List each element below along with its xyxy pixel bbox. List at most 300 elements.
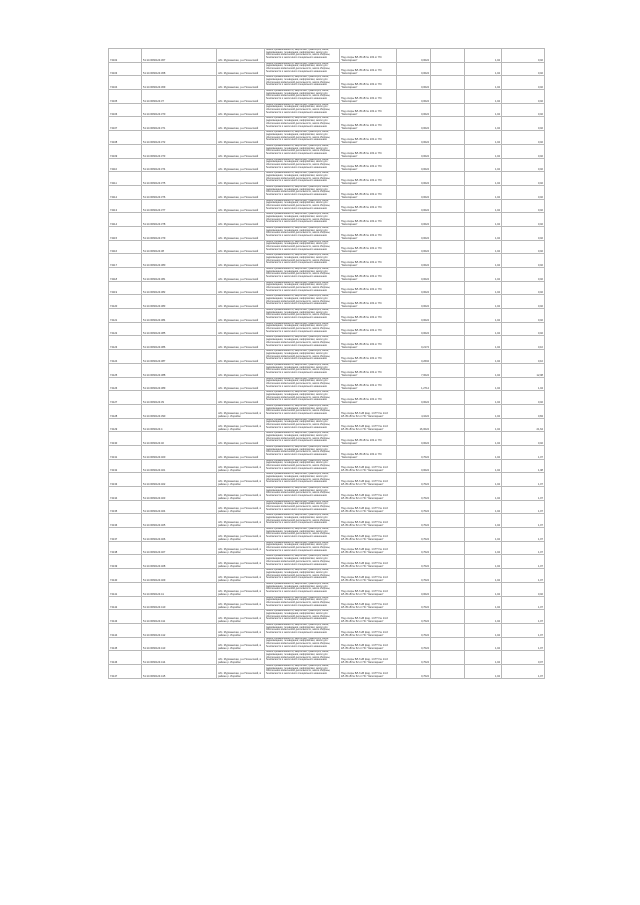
rate: 1,04	[465, 664, 502, 678]
land-category: Земли промышленности, энергетики, транспорта, связи, радиовещания, телевидения, информатики, земли для обеспечения космической деятельности, земли обороны, безопасности и земли иного специального назначения	[265, 117, 340, 131]
row-number: 74113	[109, 199, 142, 213]
empty-cell	[431, 459, 465, 473]
cadastral-number: 51:14:0060124:41	[142, 582, 217, 596]
land-category: Земли промышленности, энергетики, транспорта, связи, радиовещания, телевидения, информатики, земли для обеспечения космической деятельности, земли обороны, безопасности и земли иного специального назначения	[265, 445, 340, 459]
cadastral-number: 51:14:0060124:386	[142, 336, 217, 350]
area: 0,7024	[397, 487, 431, 501]
area: 0,7024	[397, 651, 431, 665]
tax: 0,02	[502, 199, 545, 213]
empty-cell	[431, 268, 465, 282]
cadastral-number: 51:14:0060124:408	[142, 555, 217, 569]
empty-cell	[431, 404, 465, 418]
rate: 1,04	[465, 336, 502, 350]
address: обл. Мурманская, р-н Печенгский	[217, 144, 265, 158]
table-row	[109, 254, 545, 268]
tax: 12,08	[502, 363, 545, 377]
cadastral-number: 51:14:0060124:373	[142, 144, 217, 158]
permitted-use: Под опоры ВЛ-35 кВ № 103 от ПС "Заполярная"	[340, 144, 397, 158]
rate: 1,04	[465, 144, 502, 158]
address: обл. Мурманская, р-н Печенгский, в районе р. Иорийок	[217, 514, 265, 528]
empty-cell	[431, 199, 465, 213]
land-category: Земли промышленности, энергетики, транспорта, связи, радиовещания, телевидения, информатики, земли для обеспечения космической деятельности, земли обороны, безопасности и земли иного специального назначения	[265, 377, 340, 391]
permitted-use: Под опоры ВЛ-6 кВ фид. 1 КТП № 14-6 КЛ-35 кВ № 52 от ПС "Заполярная"	[340, 555, 397, 569]
empty-cell	[431, 117, 465, 131]
row-number: 74118	[109, 268, 142, 282]
land-category: Земли промышленности, энергетики, транспорта, связи, радиовещания, телевидения, информатики, земли для обеспечения космической деятельности, земли обороны, безопасности и земли иного специального назначения	[265, 226, 340, 240]
table-row	[109, 309, 545, 323]
area: 16,0024	[397, 418, 431, 432]
cadastral-number: 51:14:0060124:413	[142, 637, 217, 651]
empty-cell	[431, 528, 465, 542]
rate: 1,04	[465, 172, 502, 186]
area: 0,0024	[397, 76, 431, 90]
tax: 1,07	[502, 555, 545, 569]
permitted-use: Под опоры ВЛ-35 кВ № 103 от ПС "Заполярная"	[340, 213, 397, 227]
address: обл. Мурманская, р-н Печенгский	[217, 117, 265, 131]
permitted-use: Под опоры ВЛ-6 кВ фид. 1 КТП № 14-6 КЛ-35 кВ № 52 от ПС "Заполярная"	[340, 459, 397, 473]
permitted-use: Под опоры ВЛ-6 кВ фид. 1 КТП № 14-6 КЛ-35 кВ № 52 от ПС "Заполярная"	[340, 651, 397, 665]
address: обл. Мурманская, р-н Печенгский, в районе р. Иорийок	[217, 569, 265, 583]
rate: 1,04	[465, 199, 502, 213]
land-category: Земли промышленности, энергетики, транспорта, связи, радиовещания, телевидения, информатики, земли для обеспечения космической деятельности, земли обороны, безопасности и земли иного специального назначения	[265, 90, 340, 104]
tax: 0,02	[502, 268, 545, 282]
rate: 1,04	[465, 651, 502, 665]
permitted-use: Под опоры ВЛ-35 кВ № 103 от ПС "Заполярная"	[340, 76, 397, 90]
tax: 0,02	[502, 158, 545, 172]
area: 0,0024	[397, 62, 431, 76]
table-row	[109, 432, 545, 446]
cadastral-number: 51:14:0060124:389	[142, 377, 217, 391]
rate: 1,04	[465, 391, 502, 405]
permitted-use: Под опоры ВЛ-6 кВ фид. 1 КТП № 14-6 КЛ-35 кВ № 52 от ПС "Заполярная"	[340, 596, 397, 610]
area: 0,2604	[397, 350, 431, 364]
cadastral-number: 51:14:0060124:372	[142, 131, 217, 145]
address: обл. Мурманская, р-н Печенгский, в районе р. Иорийок	[217, 541, 265, 555]
row-number: 74135	[109, 500, 142, 514]
tax: 1,07	[502, 623, 545, 637]
row-number: 74144	[109, 623, 142, 637]
land-category: Земли промышленности, энергетики, транспорта, связи, радиовещания, телевидения, информатики, земли для обеспечения космической деятельности, земли обороны, безопасности и земли иного специального назначения	[265, 404, 340, 418]
rate: 1,04	[465, 623, 502, 637]
land-category: Земли промышленности, энергетики, транспорта, связи, радиовещания, телевидения, информатики, земли для обеспечения космической деятельности, земли обороны, безопасности и земли иного специального назначения	[265, 391, 340, 405]
address: обл. Мурманская, р-н Печенгский	[217, 131, 265, 145]
rate: 1,04	[465, 541, 502, 555]
cadastral-number: 51:14:0060124:379	[142, 226, 217, 240]
cadastral-number: 51:14:0060124:401	[142, 459, 217, 473]
rate: 1,04	[465, 473, 502, 487]
tax: 21,64	[502, 418, 545, 432]
land-category: Земли промышленности, энергетики, транспорта, связи, радиовещания, телевидения, информатики, земли для обеспечения космической деятельности, земли обороны, безопасности и земли иного специального назначения	[265, 254, 340, 268]
row-number: 74131	[109, 445, 142, 459]
rate: 1,04	[465, 363, 502, 377]
table-row	[109, 240, 545, 254]
table-row	[109, 404, 545, 418]
row-number: 74123	[109, 336, 142, 350]
tax: 1,07	[502, 664, 545, 678]
tax: 0,07	[502, 651, 545, 665]
permitted-use: Под опоры ВЛ-6 кВ фид. 1 КТП № 14-6 КЛ-35 кВ № 52 от ПС "Заполярная"	[340, 473, 397, 487]
empty-cell	[431, 664, 465, 678]
area: 0,2174	[397, 336, 431, 350]
permitted-use: Под опоры ВЛ-6 кВ фид. 1 КТП № 14-6 КЛ-35 кВ № 52 от ПС "Заполярная"	[340, 404, 397, 418]
table-row	[109, 268, 545, 282]
address: обл. Мурманская, р-н Печенгский, в районе р. Иорийок	[217, 487, 265, 501]
land-category: Земли промышленности, энергетики, транспорта, связи, радиовещания, телевидения, информатики, земли для обеспечения космической деятельности, земли обороны, безопасности и земли иного специального назначения	[265, 213, 340, 227]
cadastral-number: 51:14:0060124:37	[142, 90, 217, 104]
rate: 1,04	[465, 76, 502, 90]
table-row	[109, 144, 545, 158]
area: 0,0024	[397, 226, 431, 240]
row-number: 74138	[109, 541, 142, 555]
tax: 0,02	[502, 240, 545, 254]
address: обл. Мурманская, р-н Печенгский, в районе р. Иорийок	[217, 528, 265, 542]
table-row	[109, 459, 545, 473]
row-number: 74133	[109, 473, 142, 487]
permitted-use: Под опоры ВЛ-35 кВ № 103 от ПС "Заполярная"	[340, 131, 397, 145]
table-row	[109, 185, 545, 199]
land-category: Земли промышленности, энергетики, транспорта, связи, радиовещания, телевидения, информатики, земли для обеспечения космической деятельности, земли обороны, безопасности и земли иного специального назначения	[265, 268, 340, 282]
tax: 0,02	[502, 309, 545, 323]
cadastral-number: 51:14:0060124:377	[142, 199, 217, 213]
table-row	[109, 473, 545, 487]
row-number: 74143	[109, 610, 142, 624]
tax: 0,84	[502, 404, 545, 418]
address: обл. Мурманская, р-н Печенгский	[217, 322, 265, 336]
row-number: 74121	[109, 309, 142, 323]
empty-cell	[431, 350, 465, 364]
permitted-use: Под опоры ВЛ-6 кВ фид. 1 КТП № 14-6 КЛ-35 кВ № 52 от ПС "Заполярная"	[340, 541, 397, 555]
empty-cell	[431, 213, 465, 227]
rate: 1,04	[465, 295, 502, 309]
cadastral-number: 51:14:0060124:385	[142, 322, 217, 336]
permitted-use: Под опоры ВЛ-35 кВ № 103 от ПС "Заполярная"	[340, 49, 397, 63]
area: 0,7024	[397, 596, 431, 610]
permitted-use: Под опоры ВЛ-35 кВ № 103 от ПС "Заполярная"	[340, 254, 397, 268]
row-number: 74103	[109, 62, 142, 76]
cadastral-number: 51:14:0060124:402	[142, 473, 217, 487]
empty-cell	[431, 569, 465, 583]
address: обл. Мурманская, р-н Печенгский, в районе р. Иорийок	[217, 404, 265, 418]
row-number: 74132	[109, 459, 142, 473]
table-row	[109, 158, 545, 172]
permitted-use: Под опоры ВЛ-35 кВ № 103 от ПС "Заполярная"	[340, 103, 397, 117]
tax: 0,02	[502, 432, 545, 446]
tax: 0,02	[502, 185, 545, 199]
cadastral-number: 51:14:0060124:376	[142, 185, 217, 199]
empty-cell	[431, 651, 465, 665]
cadastral-number: 51:14:0060124:403	[142, 487, 217, 501]
area: 0,0024	[397, 131, 431, 145]
permitted-use: Под опоры ВЛ-35 кВ № 103 от ПС "Заполярная"	[340, 185, 397, 199]
empty-cell	[431, 336, 465, 350]
tax: 1,07	[502, 610, 545, 624]
area: 0,0024	[397, 322, 431, 336]
area: 1,2714	[397, 377, 431, 391]
address: обл. Мурманская, р-н Печенгский, в районе р. Иорийок	[217, 623, 265, 637]
empty-cell	[431, 377, 465, 391]
cadastral-number: 51:14:0060124:414	[142, 651, 217, 665]
land-category: Земли промышленности, энергетики, транспорта, связи, радиовещания, телевидения, информатики, земли для обеспечения космической деятельности, земли обороны, безопасности и земли иного специального назначения	[265, 623, 340, 637]
tax: 0,02	[502, 144, 545, 158]
area: 0,0024	[397, 90, 431, 104]
address: обл. Мурманская, р-н Печенгский, в районе р. Иорийок	[217, 596, 265, 610]
area: 0,7024	[397, 528, 431, 542]
rate: 1,04	[465, 254, 502, 268]
row-number: 74120	[109, 295, 142, 309]
area: 0,0024	[397, 254, 431, 268]
empty-cell	[431, 445, 465, 459]
cadastral-number: 51:14:0060124:378	[142, 213, 217, 227]
permitted-use: Под опоры ВЛ-35 кВ № 103 от ПС "Заполярная"	[340, 295, 397, 309]
row-number: 74124	[109, 350, 142, 364]
permitted-use: Под опоры ВЛ-35 кВ № 103 от ПС "Заполярная"	[340, 391, 397, 405]
table-row	[109, 336, 545, 350]
land-category: Земли промышленности, энергетики, транспорта, связи, радиовещания, телевидения, информатики, земли для обеспечения космической деятельности, земли обороны, безопасности и земли иного специального назначения	[265, 158, 340, 172]
empty-cell	[431, 555, 465, 569]
cadastral-number: 51:14:0060124:411	[142, 610, 217, 624]
permitted-use: Под опоры ВЛ-35 кВ № 103 от ПС "Заполярная"	[340, 432, 397, 446]
area: 0,0024	[397, 158, 431, 172]
tax: 1,07	[502, 487, 545, 501]
land-category: Земли промышленности, энергетики, транспорта, связи, радиовещания, телевидения, информатики, земли для обеспечения космической деятельности, земли обороны, безопасности и земли иного специального назначения	[265, 309, 340, 323]
area: 0,7024	[397, 514, 431, 528]
address: обл. Мурманская, р-н Печенгский	[217, 377, 265, 391]
row-number: 74109	[109, 144, 142, 158]
empty-cell	[431, 487, 465, 501]
cadastral-number: 51:14:0060124:384	[142, 309, 217, 323]
land-category: Земли промышленности, энергетики, транспорта, связи, радиовещания, телевидения, информатики, земли для обеспечения космической деятельности, земли обороны, безопасности и земли иного специального назначения	[265, 528, 340, 542]
row-number: 74115	[109, 226, 142, 240]
land-category: Земли промышленности, энергетики, транспорта, связи, радиовещания, телевидения, информатики, земли для обеспечения космической деятельности, земли обороны, безопасности и земли иного специального назначения	[265, 651, 340, 665]
cadastral-number: 51:14:0060124:40	[142, 432, 217, 446]
row-number: 74117	[109, 254, 142, 268]
tax: 0,02	[502, 103, 545, 117]
table-row	[109, 514, 545, 528]
row-number: 74107	[109, 117, 142, 131]
empty-cell	[431, 473, 465, 487]
table-row	[109, 377, 545, 391]
tax: 1,07	[502, 500, 545, 514]
rate: 1,04	[465, 637, 502, 651]
table-row	[109, 90, 545, 104]
land-category: Земли промышленности, энергетики, транспорта, связи, радиовещания, телевидения, информатики, земли для обеспечения космической деятельности, земли обороны, безопасности и земли иного специального назначения	[265, 637, 340, 651]
address: обл. Мурманская, р-н Печенгский	[217, 226, 265, 240]
permitted-use: Под опоры ВЛ-6 кВ фид. 1 КТП № 14-6 КЛ-35 кВ № 52 от ПС "Заполярная"	[340, 623, 397, 637]
permitted-use: Под опоры ВЛ-35 кВ № 103 от ПС "Заполярная"	[340, 445, 397, 459]
tax: 0,02	[502, 49, 545, 63]
land-category: Земли промышленности, энергетики, транспорта, связи, радиовещания, телевидения, информатики, земли для обеспечения космической деятельности, земли обороны, безопасности и земли иного специального назначения	[265, 664, 340, 678]
table-row	[109, 295, 545, 309]
table-row	[109, 569, 545, 583]
table-row	[109, 500, 545, 514]
permitted-use: Под опоры ВЛ-6 кВ фид. 1 КТП № 14-6 КЛ-35 кВ № 52 от ПС "Заполярная"	[340, 664, 397, 678]
rate: 1,04	[465, 350, 502, 364]
table-row	[109, 62, 545, 76]
tax: 1,04	[502, 377, 545, 391]
cadastral-number: 51:14:0060124:39	[142, 391, 217, 405]
rate: 1,04	[465, 404, 502, 418]
row-number: 74125	[109, 363, 142, 377]
table-row	[109, 226, 545, 240]
empty-cell	[431, 610, 465, 624]
table-row	[109, 487, 545, 501]
cadastral-number: 51:14:0060124:409	[142, 569, 217, 583]
table-row	[109, 623, 545, 637]
cadastral-table	[108, 48, 544, 679]
tax: 0,02	[502, 90, 545, 104]
permitted-use: Под опоры ВЛ-35 кВ № 103 от ПС "Заполярная"	[340, 62, 397, 76]
cadastral-number: 51:14:0060124:388	[142, 363, 217, 377]
table-row	[109, 664, 545, 678]
tax: 1,07	[502, 445, 545, 459]
cadastral-number: 51:14:0060124:371	[142, 117, 217, 131]
cadastral-number: 51:14:0060124:390	[142, 404, 217, 418]
permitted-use: Под опоры ВЛ-6 кВ фид. 1 КТП № 14-6 КЛ-35 кВ № 52 от ПС "Заполярная"	[340, 418, 397, 432]
land-category: Земли промышленности, энергетики, транспорта, связи, радиовещания, телевидения, информатики, земли для обеспечения космической деятельности, земли обороны, безопасности и земли иного специального назначения	[265, 336, 340, 350]
area: 0,7024	[397, 555, 431, 569]
permitted-use: Под опоры ВЛ-6 кВ фид. 1 КТП № 14-6 КЛ-35 кВ № 52 от ПС "Заполярная"	[340, 569, 397, 583]
table-row	[109, 363, 545, 377]
tax: 0,02	[502, 172, 545, 186]
empty-cell	[431, 596, 465, 610]
area: 0,7024	[397, 623, 431, 637]
address: обл. Мурманская, р-н Печенгский	[217, 363, 265, 377]
address: обл. Мурманская, р-н Печенгский, в районе р. Иорийок	[217, 664, 265, 678]
table-row	[109, 49, 545, 63]
row-number: 74140	[109, 569, 142, 583]
row-number: 74130	[109, 432, 142, 446]
cadastral-number: 51:14:0060124:382	[142, 281, 217, 295]
rate: 1,04	[465, 240, 502, 254]
permitted-use: Под опоры ВЛ-35 кВ № 103 от ПС "Заполярная"	[340, 322, 397, 336]
rate: 1,04	[465, 445, 502, 459]
empty-cell	[431, 500, 465, 514]
empty-cell	[431, 226, 465, 240]
address: обл. Мурманская, р-н Печенгский	[217, 76, 265, 90]
permitted-use: Под опоры ВЛ-35 кВ № 103 от ПС "Заполярная"	[340, 172, 397, 186]
empty-cell	[431, 295, 465, 309]
address: обл. Мурманская, р-н Печенгский	[217, 281, 265, 295]
area: 0,7024	[397, 473, 431, 487]
land-category: Земли промышленности, энергетики, транспорта, связи, радиовещания, телевидения, информатики, земли для обеспечения космической деятельности, земли обороны, безопасности и земли иного специального назначения	[265, 185, 340, 199]
cadastral-number: 51:14:0060124:4	[142, 418, 217, 432]
rate: 1,04	[465, 514, 502, 528]
land-category: Земли промышленности, энергетики, транспорта, связи, радиовещания, телевидения, информатики, земли для обеспечения космической деятельности, земли обороны, безопасности и земли иного специального назначения	[265, 610, 340, 624]
address: обл. Мурманская, р-н Печенгский	[217, 103, 265, 117]
area: 0,0024	[397, 309, 431, 323]
table-row	[109, 391, 545, 405]
tax: 0,02	[502, 76, 545, 90]
table-row	[109, 281, 545, 295]
tax: 0,02	[502, 295, 545, 309]
row-number: 74106	[109, 103, 142, 117]
table-row	[109, 350, 545, 364]
land-category: Земли промышленности, энергетики, транспорта, связи, радиовещания, телевидения, информатики, земли для обеспечения космической деятельности, земли обороны, безопасности и земли иного специального назначения	[265, 199, 340, 213]
empty-cell	[431, 144, 465, 158]
tax: 0,02	[502, 131, 545, 145]
land-category: Земли промышленности, энергетики, транспорта, связи, радиовещания, телевидения, информатики, земли для обеспечения космической деятельности, земли обороны, безопасности и земли иного специального назначения	[265, 555, 340, 569]
row-number: 74134	[109, 487, 142, 501]
land-category: Земли промышленности, энергетики, транспорта, связи, радиовещания, телевидения, информатики, земли для обеспечения космической деятельности, земли обороны, безопасности и земли иного специального назначения	[265, 514, 340, 528]
area: 0,0024	[397, 459, 431, 473]
area: 0,0024	[397, 281, 431, 295]
rate: 1,04	[465, 500, 502, 514]
tax: 0,10	[502, 336, 545, 350]
land-category: Земли промышленности, энергетики, транспорта, связи, радиовещания, телевидения, информатики, земли для обеспечения космической деятельности, земли обороны, безопасности и земли иного специального назначения	[265, 62, 340, 76]
land-category: Земли промышленности, энергетики, транспорта, связи, радиовещания, телевидения, информатики, земли для обеспечения космической деятельности, земли обороны, безопасности и земли иного специального назначения	[265, 487, 340, 501]
tax: 0,02	[502, 117, 545, 131]
row-number: 74146	[109, 651, 142, 665]
table-row	[109, 528, 545, 542]
area: 0,0024	[397, 144, 431, 158]
land-category: Земли промышленности, энергетики, транспорта, связи, радиовещания, телевидения, информатики, земли для обеспечения космической деятельности, земли обороны, безопасности и земли иного специального назначения	[265, 569, 340, 583]
area: 0,0024	[397, 240, 431, 254]
land-category: Земли промышленности, энергетики, транспорта, связи, радиовещания, телевидения, информатики, земли для обеспечения космической деятельности, земли обороны, безопасности и земли иного специального назначения	[265, 432, 340, 446]
land-category: Земли промышленности, энергетики, транспорта, связи, радиовещания, телевидения, информатики, земли для обеспечения космической деятельности, земли обороны, безопасности и земли иного специального назначения	[265, 418, 340, 432]
address: обл. Мурманская, р-н Печенгский, в районе р. Иорийок	[217, 500, 265, 514]
rate: 1,04	[465, 309, 502, 323]
table-row	[109, 131, 545, 145]
permitted-use: Под опоры ВЛ-35 кВ № 103 от ПС "Заполярная"	[340, 226, 397, 240]
area: 0,0024	[397, 582, 431, 596]
row-number: 74129	[109, 418, 142, 432]
cadastral-number: 51:14:0060124:383	[142, 295, 217, 309]
permitted-use: Под опоры ВЛ-35 кВ № 103 от ПС "Заполярная"	[340, 117, 397, 131]
tax: 0,02	[502, 322, 545, 336]
tax: 0,02	[502, 62, 545, 76]
permitted-use: Под опоры ВЛ-35 кВ № 103 от ПС "Заполярная"	[340, 350, 397, 364]
rate: 1,04	[465, 377, 502, 391]
permitted-use: Под опоры ВЛ-35 кВ № 103 от ПС "Заполярная"	[340, 281, 397, 295]
area: 0,0024	[397, 172, 431, 186]
row-number: 74112	[109, 185, 142, 199]
land-category: Земли промышленности, энергетики, транспорта, связи, радиовещания, телевидения, информатики, земли для обеспечения космической деятельности, земли обороны, безопасности и земли иного специального назначения	[265, 144, 340, 158]
empty-cell	[431, 391, 465, 405]
permitted-use: Под опоры ВЛ-35 кВ № 103 от ПС "Заполярная"	[340, 158, 397, 172]
empty-cell	[431, 254, 465, 268]
table-row	[109, 582, 545, 596]
tax: 0,02	[502, 213, 545, 227]
area: 0,0024	[397, 117, 431, 131]
cadastral-number: 51:14:0060124:368	[142, 62, 217, 76]
address: обл. Мурманская, р-н Печенгский, в районе р. Иорийок	[217, 459, 265, 473]
address: обл. Мурманская, р-н Печенгский, в районе р. Иорийок	[217, 610, 265, 624]
permitted-use: Под опоры ВЛ-6 кВ фид. 1 КТП № 14-6 КЛ-35 кВ № 52 от ПС "Заполярная"	[340, 528, 397, 542]
empty-cell	[431, 131, 465, 145]
tax: 0,02	[502, 281, 545, 295]
address: обл. Мурманская, р-н Печенгский, в районе р. Иорийок	[217, 637, 265, 651]
land-category: Земли промышленности, энергетики, транспорта, связи, радиовещания, телевидения, информатики, земли для обеспечения космической деятельности, земли обороны, безопасности и земли иного специального назначения	[265, 350, 340, 364]
rate: 1,04	[465, 555, 502, 569]
row-number: 74108	[109, 131, 142, 145]
address: обл. Мурманская, р-н Печенгский	[217, 268, 265, 282]
tax: 0,02	[502, 391, 545, 405]
address: обл. Мурманская, р-н Печенгский	[217, 49, 265, 63]
rate: 1,04	[465, 117, 502, 131]
area: 0,7024	[397, 569, 431, 583]
permitted-use: Под опоры ВЛ-35 кВ № 103 от ПС "Заполярная"	[340, 240, 397, 254]
empty-cell	[431, 172, 465, 186]
area: 0,0024	[397, 295, 431, 309]
permitted-use: Под опоры ВЛ-35 кВ № 103 от ПС "Заполярная"	[340, 309, 397, 323]
empty-cell	[431, 281, 465, 295]
cadastral-number: 51:14:0060124:374	[142, 158, 217, 172]
permitted-use: Под опоры ВЛ-6 кВ фид. 1 КТП № 14-6 КЛ-35 кВ № 52 от ПС "Заполярная"	[340, 514, 397, 528]
address: обл. Мурманская, р-н Печенгский	[217, 445, 265, 459]
area: 0,0024	[397, 268, 431, 282]
rate: 1,04	[465, 582, 502, 596]
permitted-use: Под опоры ВЛ-35 кВ № 103 от ПС "Заполярная"	[340, 199, 397, 213]
